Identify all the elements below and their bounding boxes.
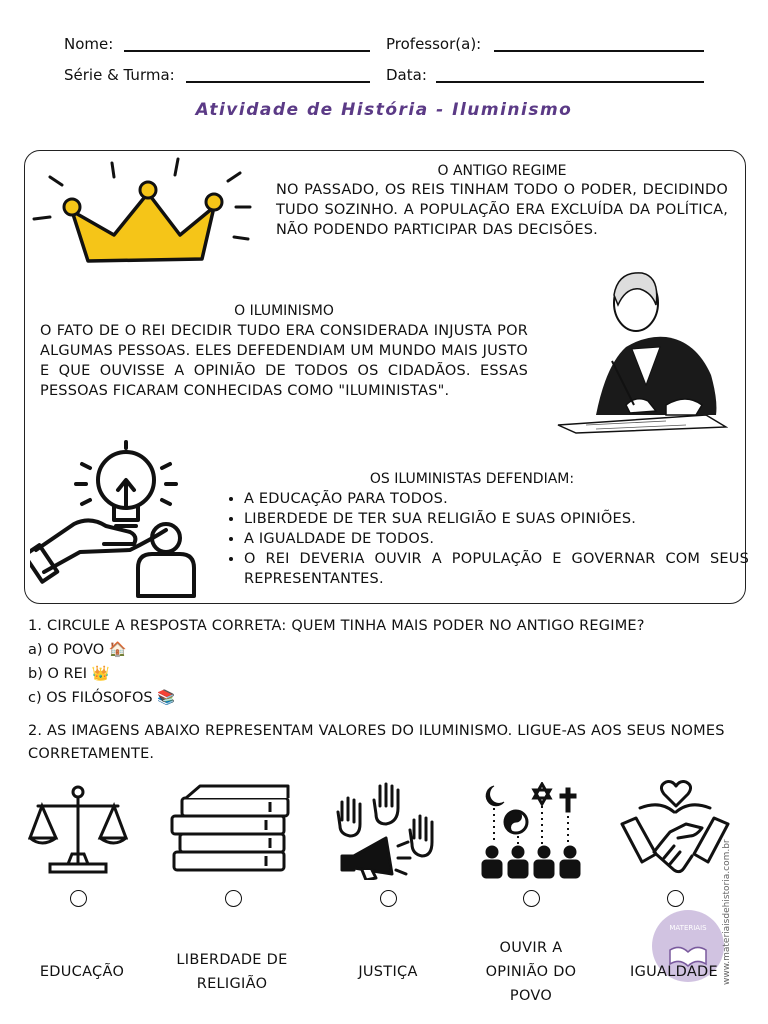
- philosopher-writing-icon: [556, 265, 728, 435]
- list-item: • A EDUCAÇÃO PARA TODOS.: [244, 489, 749, 509]
- crown-icon: [30, 155, 258, 270]
- value-name-educacao: EDUCAÇÃO: [39, 964, 125, 980]
- option-c[interactable]: c) OS FILÓSOFOS 📚: [28, 690, 176, 706]
- list-item: • A IGUALDADE DE TODOS.: [244, 529, 749, 549]
- iluminismo-text: O FATO DE O REI DECIDIR TUDO ERA CONSIDERADA INJUSTA POR ALGUMAS PESSOAS. ELES DEFEDENDIAM UM MUNDO MAIS JUSTO E QUE OUVISSE A OPINIÃO DE TODOS OS CIDADÃOS. ESSAS PESSOAS FICARAM CONHECIDAS COMO "ILUMINISTAS".: [40, 323, 528, 399]
- date-label: Data:: [386, 66, 427, 84]
- match-circle-4[interactable]: [523, 890, 540, 907]
- match-circle-5[interactable]: [667, 890, 684, 907]
- handshake-heart-icon: [620, 778, 730, 882]
- antigo-regime-text: NO PASSADO, OS REIS TINHAM TODO O PODER, DECIDINDO TUDO SOZINHO. A POPULAÇÃO ERA EXCLUÍDA DA POLÍTICA, NÃO PODENDO PARTICIPAR DAS DECISÕES.: [276, 182, 728, 238]
- match-circle-1[interactable]: [70, 890, 87, 907]
- class-label: Série & Turma:: [64, 66, 175, 84]
- list-item: • LIBERDEDE DE TER SUA RELIGIÃO E SUAS OPINIÕES.: [244, 509, 749, 529]
- option-a[interactable]: a) O POVO 🏠: [28, 642, 127, 658]
- lightbulb-hand-icon: [30, 440, 202, 600]
- books-stack-icon: [170, 784, 294, 876]
- page-title: Atividade de História - Iluminismo: [195, 100, 573, 120]
- antigo-regime-heading: O ANTIGO REGIME: [437, 163, 567, 179]
- list-item: • O REI DEVERIA OUVIR A POPULAÇÃO E GOVERNAR COM SEUS REPRESENTANTES.: [244, 549, 749, 589]
- name-field[interactable]: [124, 50, 370, 52]
- match-circle-3[interactable]: [380, 890, 397, 907]
- question-2: 2. AS IMAGENS ABAIXO REPRESENTAM VALORES DO ILUMINISMO. LIGUE-AS AOS SEUS NOMES CORRETAMENTE.: [28, 723, 725, 762]
- iluminismo-heading: O ILUMINISMO: [234, 303, 334, 319]
- defendiam-heading: OS ILUMINISTAS DEFENDIAM:: [369, 471, 575, 487]
- scales-justice-icon: [28, 784, 128, 880]
- match-circle-2[interactable]: [225, 890, 242, 907]
- defendiam-list: [226, 489, 749, 589]
- option-b[interactable]: b) O REI 👑: [28, 666, 110, 682]
- value-name-ouvir: OUVIR A OPINIÃO DO POVO: [485, 940, 577, 1004]
- watermark-url: www.materiaisdehistoria.com.br: [722, 839, 732, 985]
- teacher-field[interactable]: [494, 50, 704, 52]
- class-field[interactable]: [186, 81, 370, 83]
- religions-people-icon: [478, 782, 582, 880]
- protest-megaphone-icon: [336, 782, 442, 880]
- logo-text: MATERIAIS: [669, 924, 707, 932]
- date-field[interactable]: [436, 81, 704, 83]
- question-1: 1. CIRCULE A RESPOSTA CORRETA: QUEM TINHA MAIS PODER NO ANTIGO REGIME?: [28, 618, 645, 634]
- value-name-liberdade: LIBERDADE DE RELIGIÃO: [176, 952, 288, 992]
- value-name-justica: JUSTIÇA: [358, 964, 418, 980]
- teacher-label: Professor(a):: [386, 35, 482, 53]
- name-label: Nome:: [64, 35, 114, 53]
- value-name-igualdade: IGUALDADE: [630, 964, 718, 980]
